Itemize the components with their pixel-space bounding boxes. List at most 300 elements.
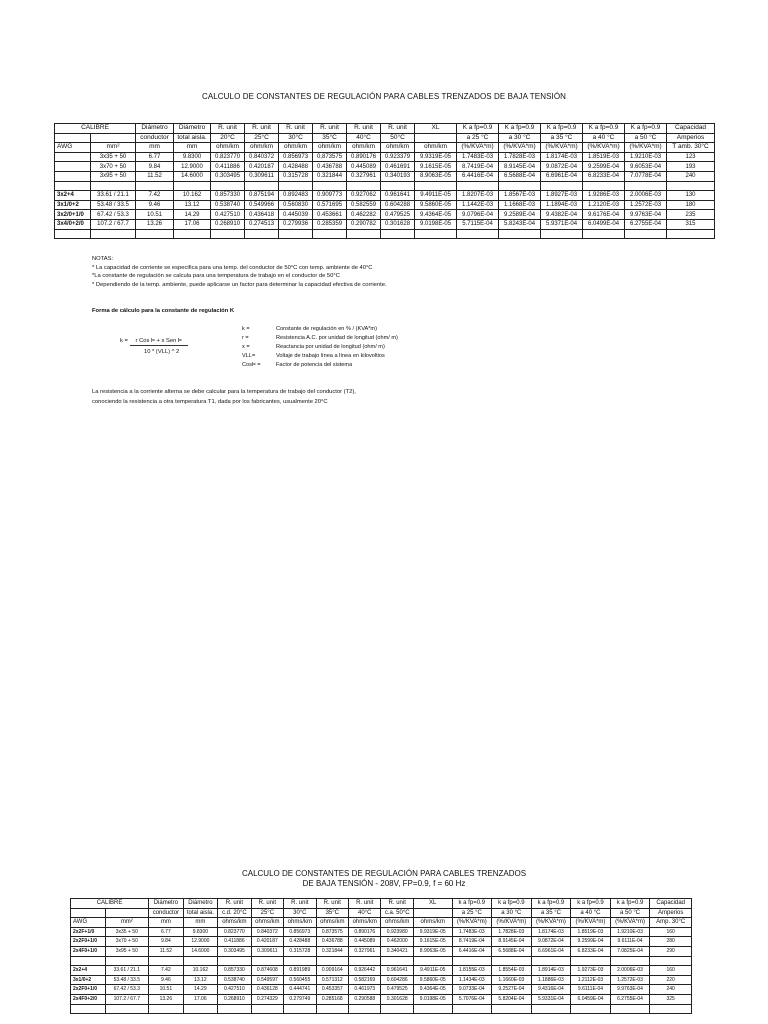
empty-cell [91,133,136,143]
header-cell: a 25 °C [452,908,492,918]
table-cell: 3x4/0+2/0 [55,219,91,229]
table-cell: 0.462000 [381,937,413,947]
empty-cell [452,956,492,966]
table-cell: 0.428488 [279,162,313,172]
table-cell: 3x95 + 50 [91,171,136,181]
header-cell: ohm/km [211,143,245,153]
header-cell: ohm/km [279,143,313,153]
empty-cell [211,229,245,239]
header-cell: Diámetro [136,124,174,134]
table-cell: 0.571695 [313,200,347,210]
table-cell: 0.857330 [211,191,245,201]
empty-cell [452,1004,492,1014]
empty-cell [650,956,692,966]
empty-cell [245,181,279,191]
header-cell: Diámetro [183,899,218,909]
legend-value: Resistencia A.C. por unidad de longitud (ohm/ m) [276,335,398,341]
table-cell: 0.301628 [381,219,415,229]
header-cell: R. unit [211,124,245,134]
table-cell: 0.823770 [211,152,245,162]
table-cell: 5.8204E-04 [492,994,532,1004]
table-cell: 3x2+4 [55,191,91,201]
table-cell: 9.1615E-05 [413,937,452,947]
header-cell: 35°C [313,133,347,143]
section2-title [0,869,768,889]
legend-row [242,325,398,334]
table-cell: 130 [667,191,715,201]
empty-cell [610,1004,650,1014]
formula-heading: Forma de cálculo para la constante de regulación K [92,308,235,314]
table-cell: 0.411886 [211,162,245,172]
table-cell: 1.1894E-03 [541,200,583,210]
table-cell: 0.461691 [381,162,415,172]
table-cell: 3x2/0+1/0 [55,210,91,220]
empty-cell [251,956,283,966]
table-cell: 9.84 [136,162,174,172]
table-cell: 6.4416E-04 [457,171,499,181]
empty-cell [105,956,149,966]
table-cell: 1.8519E-03 [571,927,611,937]
empty-cell [136,229,174,239]
table-cell: 0.604286 [381,975,413,985]
header-cell: ohms/km [316,918,348,928]
header-cell: Amp. 30°C [650,918,692,928]
empty-cell [284,1004,316,1014]
table-cell: 9.5860E-05 [415,200,457,210]
header-cell: R. unit [245,124,279,134]
table-row [71,918,692,928]
table-cell: 9.2527E-04 [492,985,532,995]
table-cell: 0.340193 [381,171,415,181]
table-cell: 0.923980 [381,927,413,937]
formula-lhs: k = [120,338,128,344]
header-cell: ohm/km [381,143,415,153]
table-cell: 13.26 [136,219,174,229]
page-title: CALCULO DE CONSTANTES DE REGULACIÓN PARA CABLES TRENZADOS DE BAJA TENSIÓN [201,92,567,101]
header-cell: R. unit [279,124,313,134]
table-row [55,229,715,239]
table-cell: 1.9210E-03 [625,152,667,162]
header-cell: AWG [71,918,106,928]
table-row [55,152,715,162]
legend-row [242,352,398,361]
empty-cell [183,1004,218,1014]
table-cell: 0.909164 [316,966,348,976]
table-cell: 3x95 + 50 [105,946,149,956]
header-cell: a 30 °C [499,133,541,143]
table-cell: 1.1434E-03 [452,975,492,985]
table-row [55,133,715,143]
table-cell: 9.5860E-05 [413,975,452,985]
empty-cell [610,956,650,966]
header-cell: (%/KVA*m) [583,143,625,153]
empty-cell [251,1004,283,1014]
table-cell: 3x70 + 50 [105,937,149,947]
header-cell: c.a. 50°C [381,908,413,918]
empty-cell [347,229,381,239]
table-cell: 160 [650,927,692,937]
header-cell: a 35 °C [541,133,583,143]
header-cell: Amperios [667,133,715,143]
legend-row [242,361,398,370]
empty-cell [279,229,313,239]
table-body [71,927,692,1013]
header-cell: a 40 °C [571,908,611,918]
table-cell: 0.315728 [279,171,313,181]
table-cell: 6.2755E-04 [610,994,650,1004]
empty-cell [149,1004,184,1014]
table-cell: 17.06 [174,219,211,229]
table-cell: 0.453357 [316,985,348,995]
table-cell: 6.5688E-04 [492,946,532,956]
header-cell: mm² [91,143,136,153]
empty-cell [499,181,541,191]
empty-cell [492,956,532,966]
table-cell: 1.7828E-03 [499,152,541,162]
table-cell: 0.436418 [245,210,279,220]
empty-cell [349,956,381,966]
table-cell: 7.0778E-04 [625,171,667,181]
table-cell: 8.9145E-04 [499,162,541,172]
header-cell: Capacidad [667,124,715,134]
table-cell: 0.890176 [347,152,381,162]
table-cell: 1.8567E-03 [499,191,541,201]
empty-cell [381,1004,413,1014]
regulation-table-1 [54,123,715,239]
table-cell: 0.927062 [347,191,381,201]
table-cell: 180 [667,200,715,210]
header-cell: mm [183,918,218,928]
table-cell: 3x70 + 50 [91,162,136,172]
empty-cell [381,956,413,966]
table-cell: 10.51 [149,985,184,995]
table-cell: 11.52 [136,171,174,181]
table-cell: 123 [667,152,715,162]
empty-cell [625,181,667,191]
table-cell: 0.961641 [381,966,413,976]
table-cell: 10.162 [174,191,211,201]
table-cell: 5.9371E-04 [541,219,583,229]
header-cell: 40°C [349,908,381,918]
table-row [71,956,692,966]
table-cell: 0.926442 [349,966,381,976]
table-cell: 8.9145E-04 [492,937,532,947]
empty-cell [55,133,91,143]
header-cell: conductor [136,133,174,143]
header-cell: R. unit [218,899,251,909]
empty-cell [625,229,667,239]
table-cell: 6.0459E-04 [571,994,611,1004]
table-cell: 0.279936 [279,219,313,229]
header-cell: (%/KVA*m) [531,918,571,928]
table-cell: 9.4382E-04 [541,210,583,220]
table-cell: 9.0733E-04 [452,985,492,995]
table-cell: 6.6961E-04 [531,946,571,956]
table-cell: 67.42 / 53.3 [105,985,149,995]
header-cell: (%/KVA*m) [541,143,583,153]
table-cell: 0.321844 [313,171,347,181]
table-cell: 0.427510 [218,985,251,995]
header-cell: a 30 °C [492,908,532,918]
empty-cell [183,956,218,966]
table-cell: 9.46 [149,975,184,985]
empty-cell [313,229,347,239]
empty-cell [71,1004,106,1014]
empty-cell [279,181,313,191]
table-cell: 1.1660E-03 [492,975,532,985]
table-cell: 9.46 [136,200,174,210]
header-cell: k a fp=0.9 [531,899,571,909]
table-row [55,191,715,201]
empty-cell [316,1004,348,1014]
table-cell: 107.2 / 67.7 [105,994,149,1004]
header-cell: T amb. 30°C [667,143,715,153]
table-cell: 0.891989 [284,966,316,976]
table-cell: 9.2599E-04 [571,937,611,947]
empty-cell [531,1004,571,1014]
table-cell: 9.4316E-04 [531,985,571,995]
table-cell: 9.6111E-04 [571,985,611,995]
table-cell: 0.445089 [349,937,381,947]
table-cell: 0.549966 [245,200,279,210]
table-cell: 0.436128 [251,985,283,995]
table-cell: 6.77 [149,927,184,937]
table-cell: 235 [667,210,715,220]
header-cell: ohms/km [381,918,413,928]
header-cell: mm [136,143,174,153]
table-header [71,899,692,928]
table-cell: 0.428488 [284,937,316,947]
table-cell: 1.1442E-03 [457,200,499,210]
header-cell: ohms/km [413,918,452,928]
empty-cell [457,229,499,239]
table-cell: 0.279749 [284,994,316,1004]
table-header [55,124,715,153]
table-cell: 1.7828E-03 [492,927,532,937]
table-cell: 14.29 [174,210,211,220]
empty-cell [105,908,149,918]
table-cell: 6.4416E-04 [452,946,492,956]
formula-legend [242,325,398,370]
notes-block [92,255,387,289]
empty-cell [71,908,106,918]
table-row [55,162,715,172]
table-cell: 1.8927E-03 [541,191,583,201]
header-cell: k a fp=0.9 [610,899,650,909]
table-cell: 0.856973 [279,152,313,162]
table-cell: 0.327961 [347,171,381,181]
table-cell: 10.51 [136,210,174,220]
paragraph-line: conociendo la resistencia a otra temperatura T1, dada por los fabricantes, usualmente 20°C [92,398,328,405]
header-cell: ohms/km [349,918,381,928]
table-cell: 2.0006E-03 [610,966,650,976]
table-cell: 0.479525 [381,985,413,995]
header-cell: mm² [105,918,149,928]
table-cell: 0.445089 [347,162,381,172]
table-cell: 9.4911E-05 [415,191,457,201]
table-cell: 2x2F+1/0 [71,927,106,937]
empty-cell [284,956,316,966]
empty-cell [55,229,91,239]
empty-cell [541,181,583,191]
header-cell: Amperios [650,908,692,918]
empty-cell [413,956,452,966]
table-cell: 0.560455 [284,975,316,985]
table-cell: 9.4364E-05 [415,210,457,220]
empty-cell [174,229,211,239]
table-row [71,908,692,918]
table-cell: 2x4F0+2/0 [71,994,106,1004]
header-cell: (%/KVA*m) [492,918,532,928]
empty-cell [415,181,457,191]
table-cell: 280 [650,937,692,947]
empty-cell [211,181,245,191]
table-cell: 1.7483E-03 [457,152,499,162]
header-cell: R. unit [381,124,415,134]
table-row [55,219,715,229]
header-cell: Diámetro [174,124,211,134]
table-row [71,899,692,909]
empty-cell [245,229,279,239]
legend-key: k = [242,326,250,332]
table-cell [55,171,91,181]
header-cell: K a fp=0.9 [499,124,541,134]
header-cell: R. unit [313,124,347,134]
header-cell: CALIBRE [55,124,136,134]
table-cell: 0.327961 [349,946,381,956]
table-row [71,927,692,937]
table-cell: 0.538740 [211,200,245,210]
table-cell: 0.890176 [349,927,381,937]
table-cell: 0.436788 [313,162,347,172]
table-cell: 0.892483 [279,191,313,201]
header-cell: a 25 °C [457,133,499,143]
table-cell: 0.549597 [251,975,283,985]
header-cell: ohm/km [313,143,347,153]
table-cell: 0.321844 [316,946,348,956]
table-cell: 5.7076E-04 [452,994,492,1004]
table-cell: 8.7419E-04 [452,937,492,947]
table-cell: 290 [650,946,692,956]
table-cell: 6.8233E-04 [583,171,625,181]
table-cell: 0.909773 [313,191,347,201]
table-cell: 5.8243E-04 [499,219,541,229]
table-cell: 0.290782 [347,219,381,229]
header-cell: k a fp=0.9 [492,899,532,909]
legend-key: x = [242,344,250,350]
table-cell: 0.301628 [381,994,413,1004]
table-cell: 9.6176E-04 [583,210,625,220]
table-cell: 9.0198E-05 [413,994,452,1004]
header-cell: a 40 °C [583,133,625,143]
table-row [71,966,692,976]
table-cell: 9.6111E-04 [610,937,650,947]
table-cell: 6.2755E-04 [625,219,667,229]
table-cell: 9.84 [149,937,184,947]
table-cell: 3x35 + 50 [91,152,136,162]
note-item: *La constante de regulación se calcula para una temperatura de trabajo en el conductor de 50°C [92,273,340,280]
table-cell: 10.162 [183,966,218,976]
empty-cell [347,181,381,191]
table-cell: 0.961641 [381,191,415,201]
table-cell: 0.411886 [218,937,251,947]
section2-title-line: DE BAJA TENSIÓN - 208V, FP=0.9, f = 60 Hz [302,879,466,888]
header-cell: (%/KVA*m) [571,918,611,928]
table-cell: 1.9286E-03 [583,191,625,201]
header-cell: (%/KVA*m) [625,143,667,153]
table-cell: 0.315728 [284,946,316,956]
section2-title-line: CALCULO DE CONSTANTES DE REGULACIÓN PARA CABLES TRENZADOS [241,869,527,878]
table-cell: 2x4F0+1/0 [71,946,106,956]
table-cell: 0.857330 [218,966,251,976]
header-cell: mm [149,918,184,928]
header-cell: XL [415,124,457,134]
table-cell: 53.48 / 33.5 [105,975,149,985]
header-cell: 30°C [279,133,313,143]
header-cell: a 50 °C [625,133,667,143]
table-cell: 8.9063E-05 [413,946,452,956]
table-cell: 0.479525 [381,210,415,220]
legend-value: Constante de regulación en % / (KVA*m) [276,326,377,332]
note-item: * La capacidad de corriente se especifica para una temp. del conductor de 50°C con temp. ambiente de 40°C [92,264,373,271]
table-cell: 0.873575 [316,927,348,937]
header-cell: (%/KVA*m) [499,143,541,153]
table-cell: 14.6000 [174,171,211,181]
table-cell: 2x2F0+1/0 [71,937,106,947]
table-row [55,200,715,210]
empty-cell [91,181,136,191]
table-cell: 6.8233E-04 [571,946,611,956]
table-row [55,171,715,181]
header-cell: R. unit [284,899,316,909]
empty-cell [499,229,541,239]
header-cell: 50°C [381,133,415,143]
table-cell: 9.8300 [174,152,211,162]
header-cell: total aisla. [183,908,218,918]
table-cell: 1.2572E-03 [625,200,667,210]
table-cell: 17.06 [183,994,218,1004]
table-row [71,946,692,956]
table-cell: 33.61 / 21.1 [105,966,149,976]
table-cell: 6.5688E-04 [499,171,541,181]
table-cell [55,162,91,172]
table-cell: 2x2F0+1/0 [71,985,106,995]
empty-cell [218,956,251,966]
table-cell: 325 [650,994,692,1004]
table-cell: 9.1615E-05 [415,162,457,172]
formula-denominator: 10 * (VLL) ^ 2 [144,349,180,355]
table-cell: 33.61 / 21.1 [91,191,136,201]
header-cell: XL [413,899,452,909]
table-cell: 7.0825E-04 [610,946,650,956]
table-cell: 0.309611 [245,171,279,181]
header-cell: a 35 °C [531,908,571,918]
header-cell: k a fp=0.9 [452,899,492,909]
table-cell: 1.8914E-03 [531,966,571,976]
empty-cell [413,1004,452,1014]
table-cell: 9.0872E-04 [541,162,583,172]
table-cell: 240 [667,171,715,181]
table-cell: 53.48 / 33.5 [91,200,136,210]
table-row [55,181,715,191]
empty-cell [349,1004,381,1014]
empty-cell [381,229,415,239]
table-cell: 3x1/0+2 [71,975,106,985]
table-cell: 0.274329 [251,994,283,1004]
header-cell: 25°C [251,908,283,918]
empty-cell [667,229,715,239]
table-cell: 0.285168 [316,994,348,1004]
